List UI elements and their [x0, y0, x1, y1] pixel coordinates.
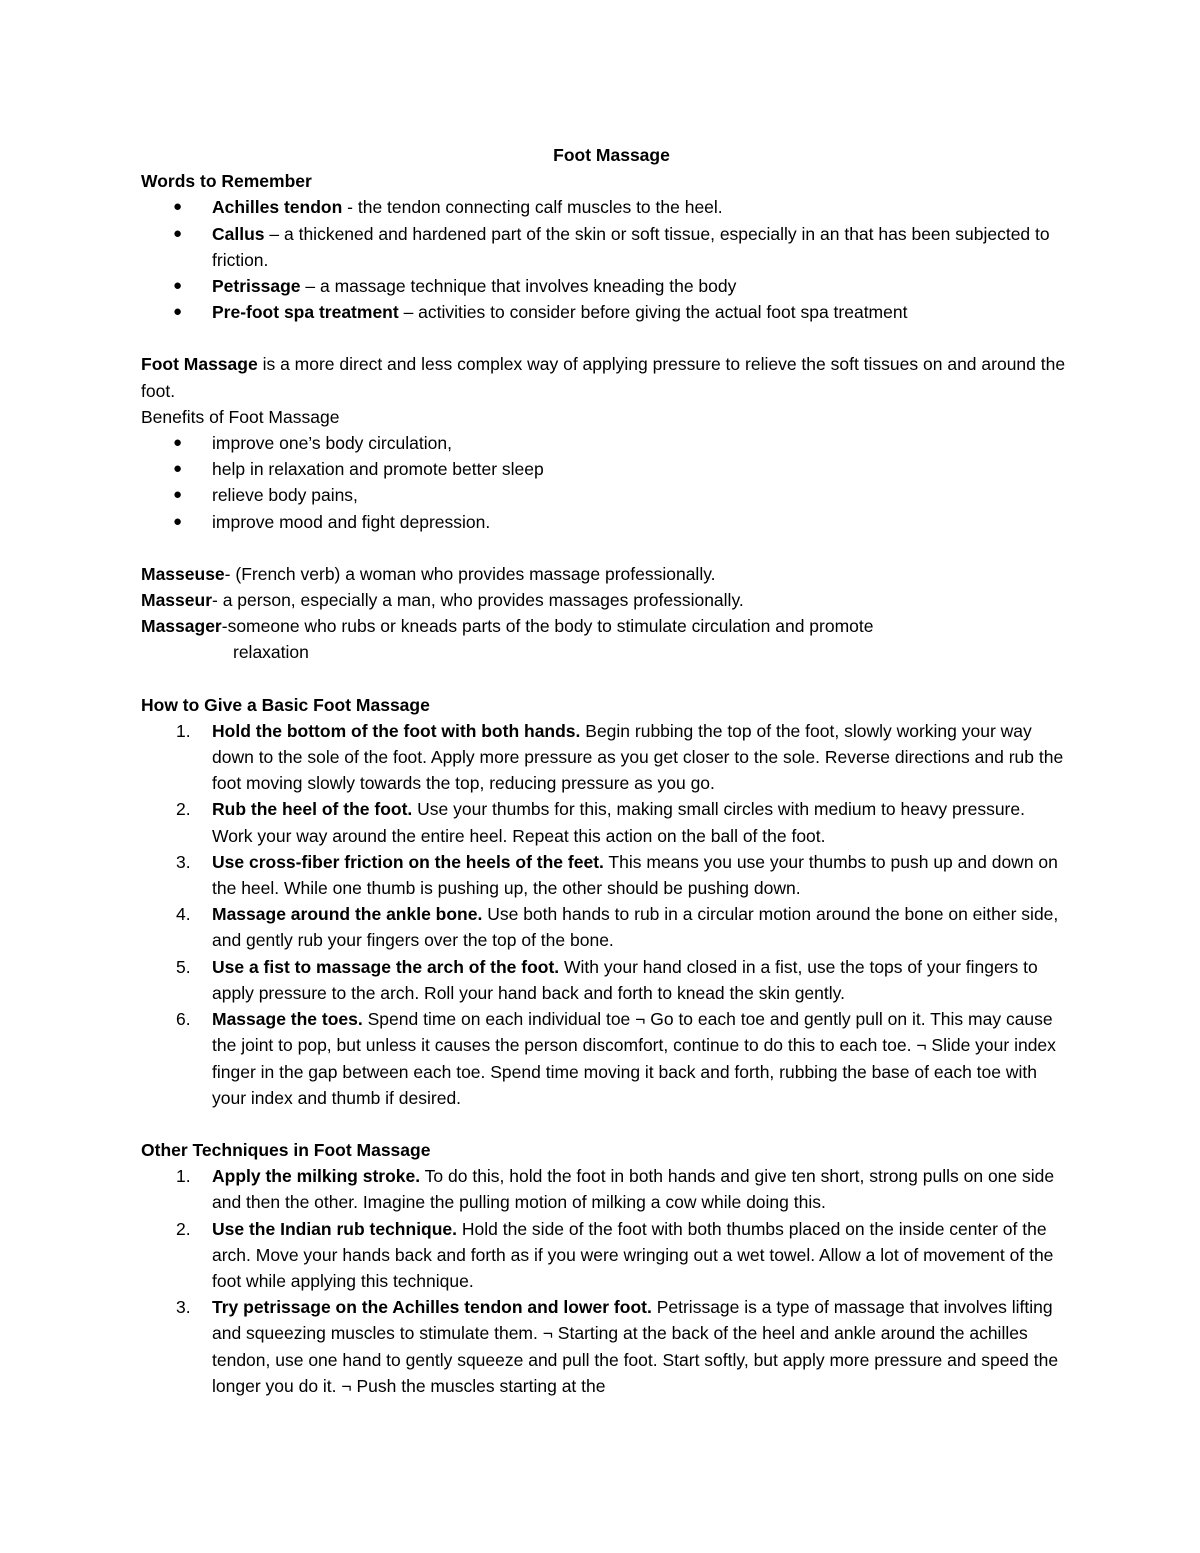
- list-item: [141, 718, 1066, 797]
- step-text: Spend time on each individual toe ¬ Go to each toe and gently pull on it. This may cause the joint to pop, but unless it causes the person discomfort, continue to do this to each toe. ¬ Slide your index finger in the gap between each toe. Spend time moving it back and forth, rubbing the base of each toe with your index and thumb if desired.: [212, 1009, 1056, 1108]
- step-title: Rub the heel of the foot.: [212, 799, 413, 820]
- page-title: Foot Massage: [553, 145, 670, 165]
- step-title: Try petrissage on the Achilles tendon and lower foot.: [212, 1297, 652, 1318]
- spacer: [141, 325, 1066, 351]
- bullet-icon: ●: [173, 486, 183, 504]
- term: Masseur: [141, 590, 213, 611]
- step-text: With your hand closed in a fist, use the tops of your fingers to apply pressure to the arch. Roll your hand back and forth to knead the skin gently.: [212, 956, 1038, 1003]
- term: Petrissage: [212, 276, 301, 297]
- list-item: [141, 430, 1066, 456]
- intro-text: is a more direct and less complex way of applying pressure to relieve the soft tissues on and around the foot.: [141, 354, 1066, 401]
- list-item: [141, 299, 1066, 325]
- step-title: Use a fist to massage the arch of the foot.: [212, 956, 560, 977]
- list-item: [141, 796, 1066, 848]
- definition-row: [141, 587, 1066, 613]
- definition-continuation: relaxation: [233, 642, 309, 663]
- words-heading: Words to Remember: [141, 171, 312, 192]
- bullet-icon: ●: [173, 198, 183, 216]
- list-item: [141, 194, 1066, 220]
- benefit-text: relieve body pains,: [212, 485, 358, 506]
- step-number: 1.: [176, 1166, 191, 1187]
- definition-row: [141, 613, 1066, 639]
- step-text: Use your thumbs for this, making small circles with medium to heavy pressure. Work your way around the entire heel. Repeat this action on the ball of the foot.: [212, 799, 1025, 846]
- step-text: Begin rubbing the top of the foot, slowly working your way down to the sole of the foot. Apply more pressure as you get closer to the sole. Reverse directions and rub the foot moving slowly towards the top, reducing pressure as you go.: [212, 720, 1064, 794]
- step-title: Apply the milking stroke.: [212, 1166, 421, 1187]
- other-steps-list: [141, 1163, 1066, 1399]
- intro-paragraph: [141, 351, 1066, 403]
- step-number: 1.: [176, 720, 191, 741]
- bullet-icon: ●: [173, 460, 183, 478]
- step-number: 3.: [176, 851, 191, 872]
- step-text: Petrissage is a type of massage that involves lifting and squeezing muscles to stimulate them. ¬ Starting at the back of the heel and ankle around the achilles tendon, use one hand to gently squeeze and pull the foot. Start softly, but apply more pressure and speed the longer you do it. ¬ Push the muscles starting at the: [212, 1297, 1059, 1396]
- bullet-icon: ●: [173, 303, 183, 321]
- definition: -someone who rubs or kneads parts of the body to stimulate circulation and promote: [221, 616, 874, 637]
- definition: - a person, especially a man, who provides massages professionally.: [212, 590, 744, 611]
- spacer: [141, 535, 1066, 561]
- basic-heading: How to Give a Basic Foot Massage: [141, 694, 430, 715]
- definition: – a thickened and hardened part of the skin or soft tissue, especially in an that has been subjected to friction.: [212, 223, 1050, 270]
- list-item: [141, 482, 1066, 508]
- term: Callus: [212, 223, 265, 244]
- other-heading: Other Techniques in Foot Massage: [141, 1139, 431, 1160]
- step-title: Use the Indian rub technique.: [212, 1218, 458, 1239]
- list-item: [141, 901, 1066, 953]
- benefit-text: help in relaxation and promote better sleep: [212, 459, 544, 480]
- list-item: [141, 1163, 1066, 1215]
- benefits-list: [141, 430, 1066, 535]
- step-text: Hold the side of the foot with both thumbs placed on the inside center of the arch. Move your hands back and forth as if you were wringing out a wet towel. Allow a lot of movement of the foot while applying this technique.: [212, 1218, 1054, 1291]
- list-item: [141, 456, 1066, 482]
- step-number: 6.: [176, 1009, 191, 1030]
- intro-term: Foot Massage: [141, 354, 258, 375]
- term: Achilles tendon: [212, 197, 343, 218]
- definition: – a massage technique that involves kneading the body: [300, 276, 737, 297]
- list-item: [141, 849, 1066, 901]
- list-item: [141, 273, 1066, 299]
- spacer: [141, 1111, 1066, 1137]
- step-text: Use both hands to rub in a circular motion around the bone on either side, and gently rub your fingers over the top of the bone.: [212, 904, 1059, 951]
- step-title: Use cross-fiber friction on the heels of the feet.: [212, 851, 604, 872]
- term: Massager: [141, 616, 222, 637]
- bullet-icon: ●: [173, 512, 183, 530]
- step-number: 2.: [176, 799, 191, 820]
- definition: - the tendon connecting calf muscles to the heel.: [342, 197, 723, 218]
- step-title: Hold the bottom of the foot with both hands.: [212, 720, 581, 741]
- bullet-icon: ●: [173, 434, 183, 452]
- step-number: 5.: [176, 956, 191, 977]
- list-item: [141, 221, 1066, 273]
- term: Masseuse: [141, 563, 225, 584]
- step-number: 3.: [176, 1297, 191, 1318]
- list-item: [141, 509, 1066, 535]
- definition: - (French verb) a woman who provides massage professionally.: [224, 563, 716, 584]
- definition-row: [141, 561, 1066, 587]
- list-item: [141, 1294, 1066, 1399]
- list-item: [141, 1216, 1066, 1295]
- step-title: Massage around the ankle bone.: [212, 904, 483, 925]
- term: Pre-foot spa treatment: [212, 302, 399, 323]
- bullet-icon: ●: [173, 277, 183, 295]
- words-list: [141, 194, 1066, 325]
- document-body: [141, 142, 1066, 1399]
- step-number: 2.: [176, 1218, 191, 1239]
- list-item: [141, 954, 1066, 1006]
- benefit-text: improve mood and fight depression.: [212, 511, 491, 532]
- benefit-text: improve one’s body circulation,: [212, 433, 452, 454]
- step-text: To do this, hold the foot in both hands and give ten short, strong pulls on one side and then the other. Imagine the pulling motion of milking a cow while doing this.: [212, 1166, 1055, 1213]
- step-text: This means you use your thumbs to push up and down on the heel. While one thumb is pushing up, the other should be pushing down.: [212, 851, 1058, 899]
- benefits-heading: Benefits of Foot Massage: [141, 406, 340, 427]
- step-number: 4.: [176, 904, 191, 925]
- spacer: [141, 666, 1066, 692]
- list-item: [141, 1006, 1066, 1111]
- bullet-icon: ●: [173, 224, 183, 242]
- step-title: Massage the toes.: [212, 1009, 363, 1030]
- definition: – activities to consider before giving the actual foot spa treatment: [398, 302, 908, 323]
- basic-steps-list: [141, 718, 1066, 1111]
